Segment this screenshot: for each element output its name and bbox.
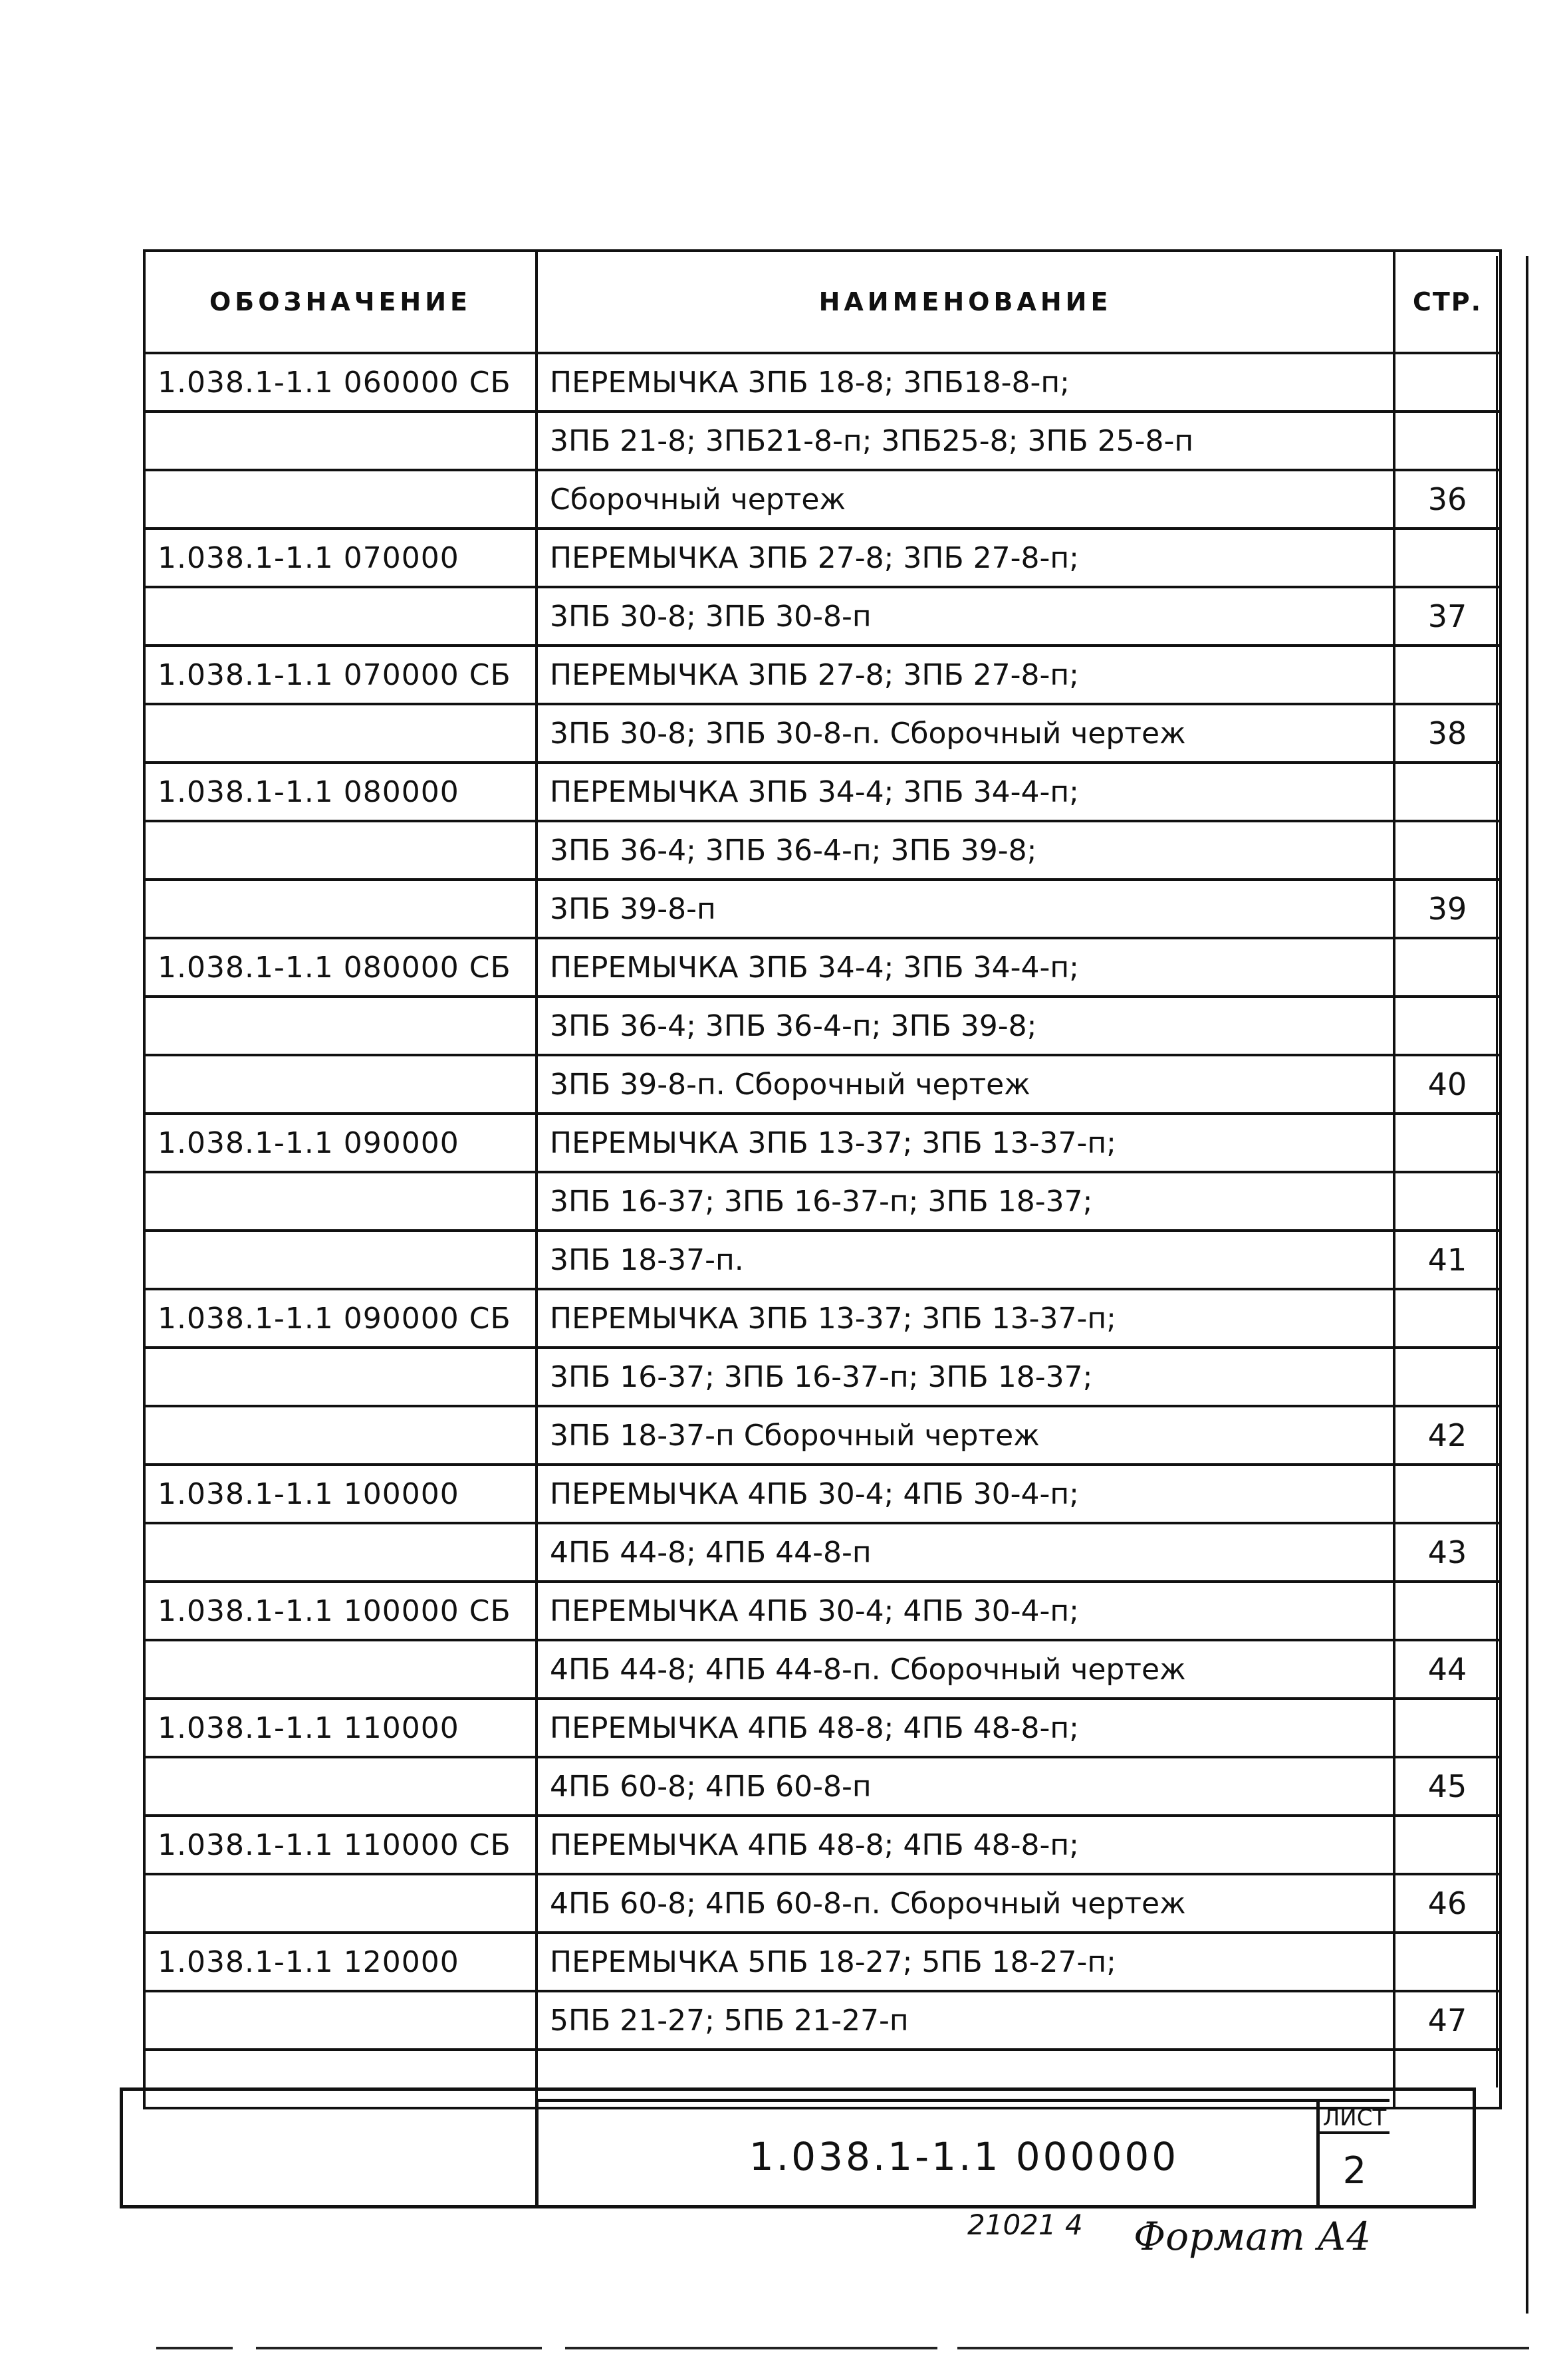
sheet-label: ЛИСТ — [1316, 2102, 1389, 2134]
name-cell: 4ПБ 60-8; 4ПБ 60-8-п. Сборочный чертеж — [537, 1874, 1394, 1933]
name-cell: ПЕРЕМЫЧКА 4ПБ 48-8; 4ПБ 48-8-п; — [537, 1816, 1394, 1874]
designation-cell: 1.038.1-1.1 100000 — [144, 1465, 537, 1523]
table-row — [144, 997, 1501, 1055]
designation-cell — [144, 470, 537, 529]
table-row — [144, 1874, 1501, 1933]
format-label: Формат А4 — [1134, 2214, 1372, 2259]
table-header-row — [144, 251, 1501, 353]
designation-cell — [144, 997, 537, 1055]
page-cell — [1394, 1289, 1501, 1348]
page-cell: 45 — [1394, 1757, 1501, 1816]
designation-cell — [144, 1523, 537, 1582]
bottom-dashed-line-3 — [565, 2347, 937, 2349]
name-cell: ПЕРЕМЫЧКА 3ПБ 13-37; 3ПБ 13-37-п; — [537, 1289, 1394, 1348]
right-frame-line — [1526, 256, 1528, 2314]
name-cell: 4ПБ 44-8; 4ПБ 44-8-п — [537, 1523, 1394, 1582]
table-row — [144, 821, 1501, 880]
table-row — [144, 1699, 1501, 1757]
name-cell: 3ПБ 18-37-п. — [537, 1231, 1394, 1289]
table-row — [144, 1816, 1501, 1874]
page-cell — [1394, 821, 1501, 880]
bottom-dashed-line-1 — [156, 2347, 233, 2349]
table-row — [144, 1231, 1501, 1289]
table-row — [144, 1757, 1501, 1816]
page-cell — [1394, 646, 1501, 704]
designation-cell — [144, 1348, 537, 1406]
name-cell: ПЕРЕМЫЧКА 3ПБ 13-37; 3ПБ 13-37-п; — [537, 1114, 1394, 1172]
page-cell: 38 — [1394, 704, 1501, 763]
designation-cell — [144, 821, 537, 880]
name-cell: 3ПБ 36-4; 3ПБ 36-4-п; 3ПБ 39-8; — [537, 821, 1394, 880]
page-cell — [1394, 763, 1501, 821]
sheet-number: 2 — [1316, 2134, 1389, 2208]
table-row — [144, 353, 1501, 412]
designation-cell — [144, 1172, 537, 1231]
page-cell: 42 — [1394, 1406, 1501, 1465]
designation-cell: 1.038.1-1.1 110000 — [144, 1699, 537, 1757]
page-cell — [1394, 938, 1501, 997]
table-row — [144, 880, 1501, 938]
name-cell: ПЕРЕМЫЧКА 3ПБ 34-4; 3ПБ 34-4-п; — [537, 763, 1394, 821]
table-row — [144, 1523, 1501, 1582]
designation-cell: 1.038.1-1.1 120000 — [144, 1933, 537, 1991]
name-cell: 4ПБ 44-8; 4ПБ 44-8-п. Сборочный чертеж — [537, 1640, 1394, 1699]
name-cell: 3ПБ 16-37; 3ПБ 16-37-п; 3ПБ 18-37; — [537, 1172, 1394, 1231]
page-cell — [1394, 1172, 1501, 1231]
page-cell — [1394, 1816, 1501, 1874]
name-cell: Сборочный чертеж — [537, 470, 1394, 529]
designation-cell: 1.038.1-1.1 090000 СБ — [144, 1289, 537, 1348]
page-cell — [1394, 1348, 1501, 1406]
page-cell: 43 — [1394, 1523, 1501, 1582]
table-row — [144, 938, 1501, 997]
page-cell — [1394, 1582, 1501, 1640]
table-row — [144, 1289, 1501, 1348]
page-cell: 37 — [1394, 587, 1501, 646]
designation-cell: 1.038.1-1.1 100000 СБ — [144, 1582, 537, 1640]
name-cell: ПЕРЕМЫЧКА 3ПБ 34-4; 3ПБ 34-4-п; — [537, 938, 1394, 997]
designation-cell — [144, 587, 537, 646]
table-row — [144, 529, 1501, 587]
designation-cell: 1.038.1-1.1 110000 СБ — [144, 1816, 537, 1874]
name-cell: 3ПБ 21-8; 3ПБ21-8-п; 3ПБ25-8; 3ПБ 25-8-п — [537, 412, 1394, 470]
designation-cell: 1.038.1-1.1 070000 — [144, 529, 537, 587]
table-row — [144, 412, 1501, 470]
designation-cell: 1.038.1-1.1 090000 — [144, 1114, 537, 1172]
bottom-dashed-line-2 — [256, 2347, 542, 2349]
contents-table — [143, 249, 1502, 2109]
designation-cell: 1.038.1-1.1 070000 СБ — [144, 646, 537, 704]
name-cell: ПЕРЕМЫЧКА 4ПБ 30-4; 4ПБ 30-4-п; — [537, 1465, 1394, 1523]
page-cell — [1394, 1114, 1501, 1172]
table-row — [144, 646, 1501, 704]
page-cell: 39 — [1394, 880, 1501, 938]
name-cell: ПЕРЕМЫЧКА 4ПБ 48-8; 4ПБ 48-8-п; — [537, 1699, 1394, 1757]
name-cell: ПЕРЕМЫЧКА 3ПБ 27-8; 3ПБ 27-8-п; — [537, 646, 1394, 704]
table-row — [144, 1582, 1501, 1640]
table-row — [144, 470, 1501, 529]
name-column-header: НАИМЕНОВАНИЕ — [537, 251, 1394, 353]
table-row — [144, 1172, 1501, 1231]
page-cell: 46 — [1394, 1874, 1501, 1933]
page-cell — [1394, 1933, 1501, 1991]
document-code: 1.038.1-1.1 000000 — [749, 2134, 1179, 2179]
name-cell: 3ПБ 18-37-п Сборочный чертеж — [537, 1406, 1394, 1465]
name-cell: 3ПБ 30-8; 3ПБ 30-8-п — [537, 587, 1394, 646]
designation-cell — [144, 880, 537, 938]
table-row — [144, 1055, 1501, 1114]
page-cell — [1394, 1699, 1501, 1757]
bottom-dashed-line-4 — [957, 2347, 1529, 2349]
name-cell: 3ПБ 39-8-п. Сборочный чертеж — [537, 1055, 1394, 1114]
page-cell — [1394, 353, 1501, 412]
table-row — [144, 704, 1501, 763]
designation-cell — [144, 412, 537, 470]
designation-column-header: ОБОЗНАЧЕНИЕ — [144, 251, 537, 353]
designation-cell — [144, 1231, 537, 1289]
table-row — [144, 1406, 1501, 1465]
designation-cell — [144, 1640, 537, 1699]
table-row — [144, 1640, 1501, 1699]
designation-cell — [144, 1874, 537, 1933]
table-row — [144, 587, 1501, 646]
name-cell: 3ПБ 36-4; 3ПБ 36-4-п; 3ПБ 39-8; — [537, 997, 1394, 1055]
designation-cell: 1.038.1-1.1 060000 СБ — [144, 353, 537, 412]
designation-cell — [144, 1055, 537, 1114]
designation-cell — [144, 1406, 537, 1465]
designation-cell: 1.038.1-1.1 080000 — [144, 763, 537, 821]
name-cell: ПЕРЕМЫЧКА 5ПБ 18-27; 5ПБ 18-27-п; — [537, 1933, 1394, 1991]
table-row — [144, 763, 1501, 821]
page-cell — [1394, 529, 1501, 587]
table-row — [144, 1348, 1501, 1406]
name-cell: 5ПБ 21-27; 5ПБ 21-27-п — [537, 1991, 1394, 2050]
table-row — [144, 1465, 1501, 1523]
name-cell: ПЕРЕМЫЧКА 4ПБ 30-4; 4ПБ 30-4-п; — [537, 1582, 1394, 1640]
table-row — [144, 1991, 1501, 2050]
name-cell: 4ПБ 60-8; 4ПБ 60-8-п — [537, 1757, 1394, 1816]
table-body — [144, 353, 1501, 2108]
page-cell: 40 — [1394, 1055, 1501, 1114]
page-cell — [1394, 412, 1501, 470]
title-block — [120, 2087, 1476, 2208]
name-cell: 3ПБ 16-37; 3ПБ 16-37-п; 3ПБ 18-37; — [537, 1348, 1394, 1406]
designation-cell — [144, 1991, 537, 2050]
title-block-inner — [535, 2099, 1389, 2208]
page-cell: 41 — [1394, 1231, 1501, 1289]
name-cell: ПЕРЕМЫЧКА 3ПБ 27-8; 3ПБ 27-8-п; — [537, 529, 1394, 587]
inventory-number: 21021 4 — [967, 2208, 1083, 2241]
designation-cell — [144, 704, 537, 763]
page-cell — [1394, 1465, 1501, 1523]
designation-cell: 1.038.1-1.1 080000 СБ — [144, 938, 537, 997]
page-cell — [1394, 997, 1501, 1055]
designation-cell — [144, 1757, 537, 1816]
name-cell: ПЕРЕМЫЧКА 3ПБ 18-8; 3ПБ18-8-п; — [537, 353, 1394, 412]
page-cell: 36 — [1394, 470, 1501, 529]
table-row — [144, 1114, 1501, 1172]
page-cell: 47 — [1394, 1991, 1501, 2050]
name-cell: 3ПБ 30-8; 3ПБ 30-8-п. Сборочный чертеж — [537, 704, 1394, 763]
name-cell: 3ПБ 39-8-п — [537, 880, 1394, 938]
page-cell: 44 — [1394, 1640, 1501, 1699]
table-row — [144, 1933, 1501, 1991]
page-column-header: СТР. — [1394, 251, 1501, 353]
